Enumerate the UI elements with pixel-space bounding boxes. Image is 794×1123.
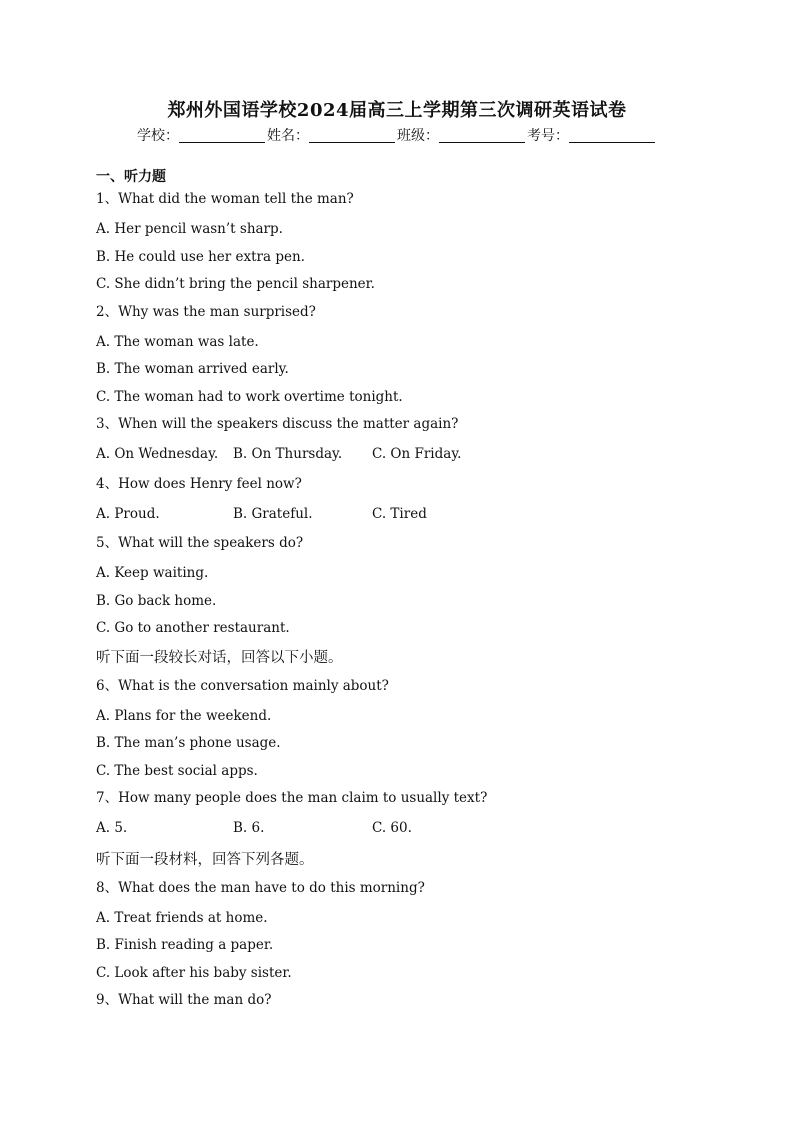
q8-option-b: B. Finish reading a paper. [96,937,274,953]
number-blank[interactable] [569,142,655,143]
instruction-material: 听下面一段材料，回答下列各题。 [96,851,314,868]
q1-option-b: B. He could use her extra pen. [96,248,305,265]
instruction-long-dialogue: 听下面一段较长对话，回答以下小题。 [96,649,343,666]
question-5: 5、What will the speakers do? [96,535,304,551]
page-title: 郑州外国语学校2024届高三上学期第三次调研英语试卷 [167,100,627,121]
name-label: 姓名： [267,128,309,144]
question-9: 9、What will the man do? [96,992,272,1008]
question-3: 3、When will the speakers discuss the matter again? [96,416,459,432]
q3-option-c: C. On Friday. [372,446,462,462]
name-blank[interactable] [309,142,395,143]
student-info-line [0,125,794,145]
question-8: 8、What does the man have to do this morning? [96,879,425,896]
q8-option-c: C. Look after his baby sister. [96,964,292,981]
q2-option-a: A. The woman was late. [96,333,259,350]
q6-option-b: B. The man’s phone usage. [96,735,281,751]
q1-option-a: A. Her pencil wasn’t sharp. [96,221,283,237]
q7-option-a: A. 5. [96,820,128,836]
q3-option-b: B. On Thursday. [233,446,343,462]
question-6: 6、What is the conversation mainly about? [96,677,389,694]
number-label: 考号： [527,128,569,144]
q7-options [96,817,736,847]
q5-option-a: A. Keep waiting. [96,565,209,581]
q6-option-a: A. Plans for the weekend. [96,707,272,724]
class-label: 班级： [397,128,439,144]
q5-option-c: C. Go to another restaurant. [96,620,290,636]
section-heading: 一、听力题 [96,169,166,185]
q3-options [96,443,736,473]
school-blank[interactable] [179,142,265,143]
q2-option-b: B. The woman arrived early. [96,361,289,377]
question-7: 7、How many people does the man claim to usually text? [96,790,488,806]
q5-option-b: B. Go back home. [96,592,217,609]
q2-option-c: C. The woman had to work overtime tonight. [96,388,403,405]
q3-option-a: A. On Wednesday. [96,446,219,462]
q4-option-c: C. Tired [372,505,427,522]
question-4: 4、How does Henry feel now? [96,475,302,492]
q8-option-a: A. Treat friends at home. [96,909,268,926]
q4-option-a: A. Proud. [96,505,160,522]
question-1: 1、What did the woman tell the man? [96,191,354,207]
q7-option-c: C. 60. [372,820,412,836]
q4-options [96,503,736,533]
question-2: 2、Why was the man surprised? [96,303,316,320]
school-label: 学校： [137,128,179,144]
q4-option-b: B. Grateful. [233,505,313,522]
q1-option-c: C. She didn’t bring the pencil sharpener. [96,276,375,292]
class-blank[interactable] [439,142,525,143]
q7-option-b: B. 6. [233,820,265,836]
questions [96,188,736,1019]
q6-option-c: C. The best social apps. [96,762,258,779]
